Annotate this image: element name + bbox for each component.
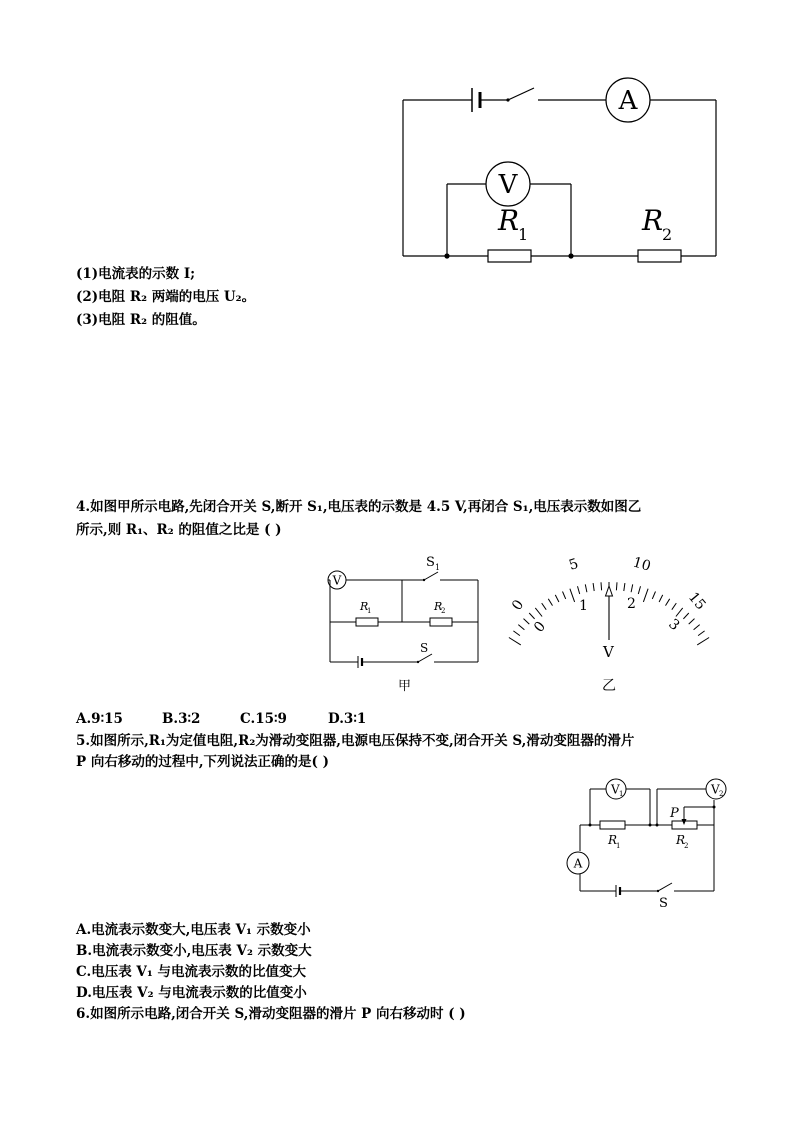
svg-text:S: S [426, 555, 435, 570]
dial-tick [698, 631, 705, 636]
switch-s1-blade [424, 572, 438, 580]
dial-tick [509, 638, 521, 645]
resistor-r2 [638, 250, 681, 262]
ammeter [567, 852, 589, 874]
svg-text:R: R [642, 204, 664, 237]
svg-text:R: R [498, 204, 520, 237]
dial-tick [570, 589, 575, 602]
q4-option-a: A.9∶15 [76, 711, 123, 727]
svg-text:2: 2 [441, 607, 446, 615]
dial-inner-label: 1 [579, 598, 588, 614]
svg-text:V: V [611, 782, 620, 797]
svg-text:V: V [498, 170, 518, 200]
q4-option-b: B.3∶2 [162, 711, 201, 727]
dial-tick [676, 608, 683, 617]
svg-text:1: 1 [616, 842, 621, 850]
svg-text:1: 1 [367, 607, 372, 615]
dial-outer-label: 5 [567, 555, 581, 574]
dial-tick [542, 603, 547, 610]
q3-item-1: (1)电流表的示数 I; [76, 266, 196, 282]
dial-tick [601, 582, 602, 590]
q4-option-d: D.3∶1 [328, 711, 367, 727]
dial-tick [694, 625, 700, 630]
dial-tick [638, 586, 640, 594]
label-p: P [670, 806, 679, 821]
dial-tick [697, 638, 709, 645]
resistor-r1 [488, 250, 531, 262]
q5-option-c: C.电压表 V₁ 与电流表示数的比值变大 [76, 964, 306, 980]
q4-figure-yi-voltmeter-dial [505, 550, 725, 700]
dial-tick [624, 583, 625, 591]
dial-tick [652, 592, 655, 599]
voltmeter [486, 162, 530, 206]
q5-option-a: A.电流表示数变大,电压表 V₁ 示数变小 [76, 922, 311, 938]
dial-tick [631, 584, 633, 592]
dial-tick [518, 625, 524, 630]
svg-text:2: 2 [684, 842, 689, 850]
dial-inner-label: 0 [531, 618, 550, 636]
dial-tick [548, 599, 552, 606]
label-r2 [675, 833, 688, 850]
dial-inner-label: 2 [627, 596, 636, 612]
dial-tick [535, 608, 542, 617]
svg-text:V: V [711, 782, 720, 797]
q3-circuit-diagram [398, 78, 720, 268]
label-s: S [659, 896, 668, 911]
dial-tick [672, 603, 677, 610]
figure-caption-yi: 乙 [602, 678, 616, 694]
voltmeter-v1 [606, 779, 626, 799]
svg-text:1: 1 [435, 563, 441, 572]
label-r1 [607, 833, 620, 850]
q5-stem-line-1: 5.如图所示,R₁为定值电阻,R₂为滑动变阻器,电源电压保持不变,闭合开关 S,滑动变阻器的滑片 [76, 733, 635, 749]
dial-tick [643, 589, 648, 602]
dial-tick [666, 599, 670, 606]
q4-stem-line-2: 所示,则 R₁、R₂ 的阻值之比是 ( ) [76, 522, 282, 538]
label-r2 [433, 600, 445, 615]
dial-unit-label: V [603, 643, 614, 661]
resistor-r1 [356, 618, 378, 626]
ammeter [606, 78, 650, 122]
q4-option-c: C.15∶9 [240, 711, 287, 727]
svg-text:R: R [608, 833, 618, 847]
resistor-r1 [600, 821, 625, 829]
q5-option-d: D.电压表 V₂ 与电流表示数的比值变小 [76, 985, 307, 1001]
svg-text:V: V [332, 573, 342, 588]
dial-outer-label: 0 [509, 597, 528, 614]
dial-tick [593, 583, 594, 591]
q5-stem-line-2: P 向右移动的过程中,下列说法正确的是( ) [76, 754, 330, 770]
dial-outer-label: 10 [630, 554, 653, 575]
dial-tick [659, 595, 663, 602]
label-s: S [420, 641, 429, 655]
svg-text:A: A [618, 86, 638, 116]
svg-text:1: 1 [619, 790, 624, 798]
dial-outer-label: 15 [684, 589, 709, 614]
svg-text:2: 2 [719, 790, 724, 798]
dial-tick [585, 584, 587, 592]
dial-tick [513, 631, 520, 636]
svg-text:A: A [573, 856, 583, 871]
switch-blade [508, 88, 534, 100]
dial-tick [578, 586, 580, 594]
svg-text:1: 1 [518, 225, 529, 244]
dial-tick [689, 619, 695, 625]
dial-tick [616, 582, 617, 590]
dial-tick [524, 619, 530, 625]
q3-item-3: (3)电阻 R₂ 的阻值。 [76, 312, 206, 328]
q4-stem-line-1: 4.如图甲所示电路,先闭合开关 S,断开 S₁,电压表的示数是 4.5 V,再闭合 S₁,电压表示数如图乙 [76, 499, 642, 515]
dial-tick [563, 592, 566, 599]
voltmeter-v2 [706, 779, 726, 799]
voltmeter [328, 571, 346, 589]
switch-s-blade [658, 883, 672, 891]
figure-caption-jia: 甲 [398, 679, 412, 694]
dial-inner-label: 3 [665, 616, 683, 635]
q3-item-2: (2)电阻 R₂ 两端的电压 U₂。 [76, 289, 256, 305]
dial-tick [683, 613, 688, 619]
q4-figure-jia [322, 550, 490, 700]
switch-s-blade [418, 654, 432, 662]
label-r1 [497, 204, 528, 244]
svg-text:2: 2 [662, 225, 673, 244]
q5-option-b: B.电流表示数变小,电压表 V₂ 示数变大 [76, 943, 312, 959]
q5-circuit-diagram [560, 775, 725, 910]
svg-text:R: R [434, 600, 443, 613]
dial-tick [555, 595, 559, 602]
svg-text:R: R [360, 600, 369, 613]
label-r2 [641, 204, 672, 244]
q6-stem-line-1: 6.如图所示电路,闭合开关 S,滑动变阻器的滑片 P 向右移动时 ( ) [76, 1006, 466, 1022]
svg-text:R: R [676, 833, 686, 847]
label-r1 [359, 600, 371, 615]
dial-tick [529, 613, 534, 619]
resistor-r2 [430, 618, 452, 626]
label-s1 [426, 555, 440, 572]
